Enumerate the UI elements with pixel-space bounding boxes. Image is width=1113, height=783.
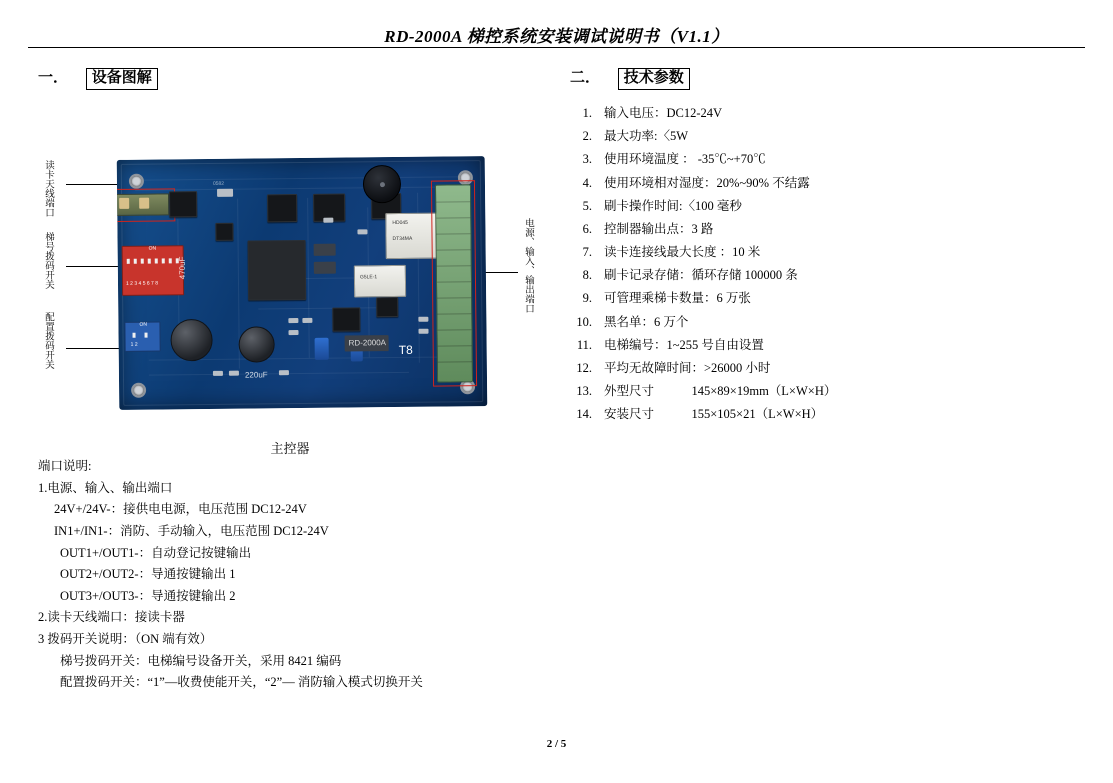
spec-number: 3.: [582, 152, 592, 167]
figure-caption: 主控器: [270, 441, 310, 456]
callout-power-io: 电源、输入、输出端口: [522, 218, 533, 313]
spec-text: 可管理乘梯卡数量：6 万张: [604, 291, 751, 306]
spec-text: 控制器输出点：3 路: [604, 221, 714, 236]
list-item: OUT2+/OUT2-：导通按键输出 1: [60, 567, 236, 582]
spec-text: 外型尺寸 145×89×19mm（L×W×H）: [604, 384, 837, 399]
list-item: [570, 361, 1070, 375]
spec-number: 6.: [582, 221, 592, 236]
section-number: 一．: [38, 70, 69, 86]
spec-text: 电梯编号：1~255 号自由设置: [604, 337, 764, 352]
spec-text: 刷卡记录存储：循环存储 100000 条: [604, 268, 798, 283]
spec-number: 11.: [576, 337, 592, 352]
list-item: 2.读卡天线端口：接读卡器: [38, 610, 185, 625]
spec-number: 13.: [576, 384, 592, 399]
spec-number: 4.: [582, 175, 592, 190]
section-number: 二．: [570, 70, 601, 86]
spec-text: 使用环境温度 ： -35℃~+70℃: [604, 152, 766, 167]
silk-model: RD-2000A: [348, 338, 387, 348]
spec-number: 1.: [582, 106, 592, 120]
list-item: [570, 106, 1070, 120]
list-item: IN1+/IN1-：消防、手动输入，电压范围 DC12-24V: [54, 523, 329, 538]
list-item: [570, 222, 1070, 236]
spec-text: 使用环境相对湿度：20%~90% 不结露: [604, 175, 810, 190]
silk-relay2: DT34MA: [392, 235, 413, 243]
spec-number: 10.: [576, 314, 592, 329]
antenna-port-highlight: [117, 188, 176, 222]
electrolytic-capacitor: [170, 319, 212, 361]
list-item: OUT1+/OUT1-：自动登记按键输出: [60, 545, 252, 560]
callout-antenna-port: 读卡天线端口: [42, 160, 53, 217]
silk-701: T8: [398, 342, 413, 357]
mounting-hole: [129, 174, 144, 189]
list-item: [570, 152, 1070, 166]
section-heading-device-diagram: [38, 66, 158, 90]
buzzer: [363, 165, 401, 203]
list-item: [570, 407, 1070, 421]
list-item: [570, 245, 1070, 259]
spec-number: 8.: [582, 268, 592, 283]
spec-text: 读卡连接线最大长度 ：10 米: [604, 245, 761, 260]
spec-number: 14.: [576, 407, 592, 422]
pcb-board: [117, 156, 488, 410]
tech-spec-list: [570, 106, 1070, 430]
spec-text: 最大功率:〈5W: [604, 129, 689, 144]
spec-number: 9.: [582, 291, 592, 306]
spec-text: 安装尺寸 155×105×21（L×W×H）: [604, 407, 824, 422]
mcu-chip: [248, 240, 307, 301]
elevator-number-dip-switch[interactable]: ON 1 2 3 4 5 6 7 8: [122, 245, 185, 296]
list-item: 配置拨码开关：“1”—收费使能开关，“2”— 消防输入模式切换开关: [60, 675, 423, 690]
callout-config-dip: 配置拨码开关: [42, 312, 53, 369]
page-title: RD-2000A 梯控系统安装调试说明书（V1.1）: [384, 27, 729, 46]
ports-heading: 端口说明:: [38, 459, 92, 473]
list-item: [570, 129, 1070, 143]
silk-cap1: 470uF: [177, 256, 187, 280]
spec-text: 刷卡操作时间:〈100 毫秒: [604, 198, 742, 213]
list-item: [570, 315, 1070, 329]
relay: G5LE-1: [354, 265, 406, 298]
spec-text: 平均无故障时间：>26000 小时: [604, 360, 771, 375]
list-item: 24V+/24V-：接供电电源，电压范围 DC12-24V: [54, 502, 307, 517]
config-dip-switch[interactable]: ON 1 2: [124, 321, 160, 351]
spec-text: 黑名单：6 万个: [604, 314, 689, 329]
spec-text: 输入电压：DC12-24V: [604, 106, 723, 120]
leader-line: [66, 184, 118, 185]
controller-board-figure: [40, 140, 540, 450]
page-footer: 2 / 5: [546, 738, 567, 750]
section-label: 设备图解: [86, 68, 158, 90]
list-item: 梯号拨码开关：电梯编号设备开关，采用 8421 编码: [60, 653, 342, 668]
mounting-hole: [131, 383, 146, 398]
silk-part1: 0582: [212, 180, 225, 187]
list-item: 1.电源、输入、输出端口: [38, 480, 173, 495]
list-item: [570, 199, 1070, 213]
header-divider: [28, 47, 1085, 48]
list-item: [570, 176, 1070, 190]
list-item: [570, 291, 1070, 305]
spec-number: 2.: [582, 129, 592, 144]
power-io-highlight: [431, 180, 477, 386]
list-item: [570, 338, 1070, 352]
spec-number: 12.: [576, 360, 592, 375]
spec-number: 5.: [582, 198, 592, 213]
section-label: 技术参数: [618, 68, 690, 90]
port-description-block: [38, 460, 558, 698]
electrolytic-capacitor: [238, 326, 274, 362]
list-item: 3 拨码开关说明：（ON 端有效）: [38, 632, 213, 646]
callout-elevator-dip: 梯号拨码开关: [42, 232, 53, 289]
silk-relay: HD045: [392, 219, 408, 227]
spec-number: 7.: [582, 245, 592, 260]
list-item: OUT3+/OUT3-：导通按键输出 2: [60, 588, 236, 603]
list-item: [570, 268, 1070, 282]
section-heading-tech-specs: [570, 66, 690, 90]
list-item: [570, 384, 1070, 398]
silk-cap2: 220uF: [244, 370, 268, 380]
